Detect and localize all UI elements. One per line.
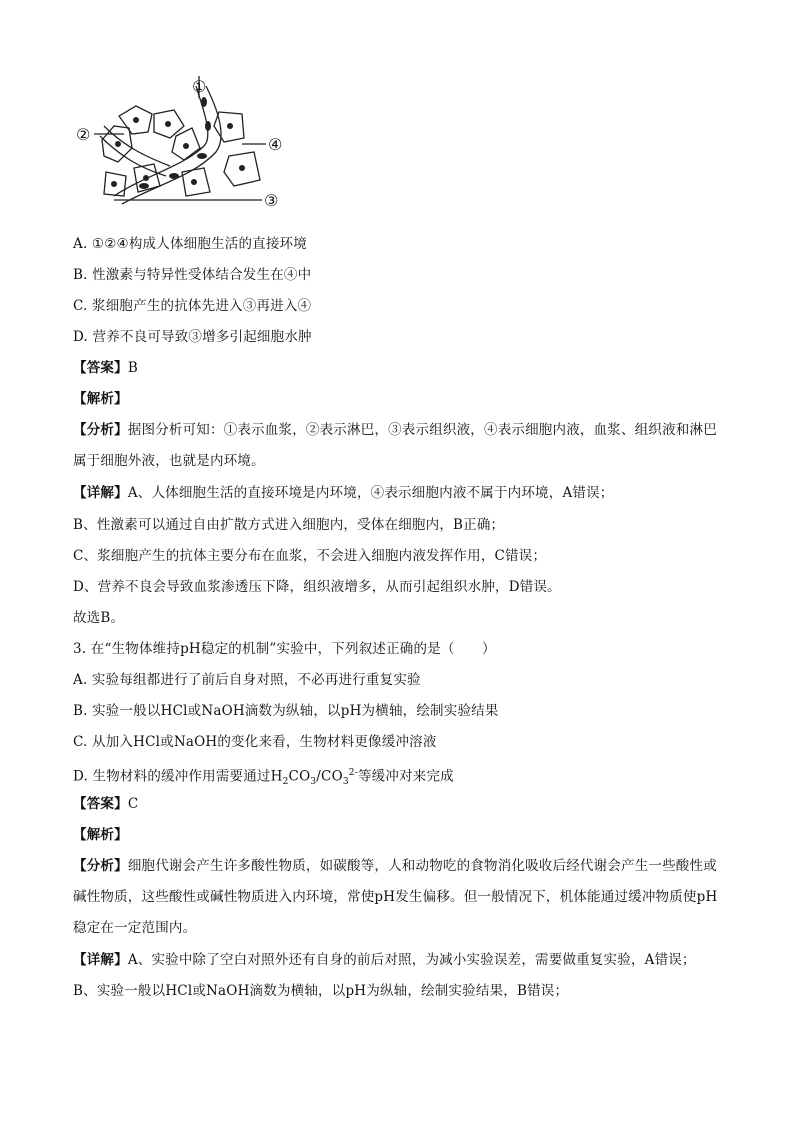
- q3-option-a: A. 实验每组都进行了前后自身对照，不必再进行重复实验: [73, 672, 421, 688]
- tissue-diagram: [74, 76, 290, 212]
- detail-text: A、实验中除了空白对照外还有自身的前后对照，为减小实验误差，需要做重复实验，A错误；: [127, 952, 696, 968]
- option-d-sub1: 2: [282, 777, 289, 788]
- detail-tag: 【详解】: [73, 485, 128, 501]
- cell-nucleus: [143, 175, 149, 181]
- answer-value: C: [127, 796, 139, 812]
- figure-label-2: ②: [76, 125, 91, 144]
- figure-label-4: ④: [268, 135, 283, 154]
- q3-answer: [73, 794, 138, 814]
- q2-option-d: D. 营养不良可导致③增多引起细胞水肿: [73, 329, 312, 345]
- q3-analysis-tag: 【解析】: [73, 827, 128, 843]
- cell-nucleus: [165, 121, 171, 127]
- figure-label-3: ③: [264, 191, 279, 210]
- blood-cell: [169, 173, 179, 179]
- q3-option-d: [73, 763, 454, 792]
- detail-tag: 【详解】: [73, 952, 128, 968]
- fenxi-text: 据图分析可知：①表示血浆，②表示淋巴，③表示组织液，④表示细胞内液，血浆、组织液和淋巴属于细胞外液，也就是内环境。: [73, 422, 717, 469]
- cell-nucleus: [239, 165, 245, 171]
- detail-text: A、人体细胞生活的直接环境是内环境，④表示细胞内液不属于内环境，A错误；: [127, 485, 614, 501]
- cell-nucleus: [111, 181, 117, 187]
- blood-cell: [201, 97, 207, 107]
- cell-nucleus: [115, 141, 121, 147]
- q2-detail-a: [73, 483, 614, 503]
- cell-nucleus: [227, 123, 233, 129]
- blood-cell: [197, 153, 207, 159]
- q3-detail-a: [73, 950, 696, 970]
- q2-detail-c: C、浆细胞产生的抗体主要分布在血浆，不会进入细胞内液发挥作用，C错误；: [73, 548, 547, 564]
- q2-detail-b: B、性激素可以通过自由扩散方式进入细胞内，受体在细胞内，B正确；: [73, 517, 505, 533]
- q2-conclusion: 故选B。: [73, 610, 125, 626]
- cell-nucleus: [133, 117, 139, 123]
- option-d-sub2: 3: [310, 777, 317, 788]
- option-d-sup: 2-: [348, 768, 358, 778]
- fenxi-tag: 【分析】: [73, 858, 128, 874]
- q3-stem: 3. 在“生物体维持pH稳定的机制”实验中，下列叙述正确的是（ ）: [73, 641, 496, 657]
- cell-nucleus: [191, 179, 197, 185]
- q2-fenxi: [73, 415, 723, 477]
- option-d-prefix: D. 生物材料的缓冲作用需要通过H: [73, 768, 283, 785]
- q2-option-b: B. 性激素与特异性受体结合发生在④中: [73, 267, 312, 283]
- q2-analysis-tag: 【解析】: [73, 391, 128, 407]
- q2-detail-d: D、营养不良会导致血浆渗透压下降，组织液增多，从而引起组织水肿，D错误。: [73, 579, 561, 595]
- q3-detail-b: B、实验一般以HCl或NaOH滴数为横轴，以pH为纵轴，绘制实验结果，B错误；: [73, 983, 569, 999]
- answer-value: B: [127, 360, 138, 376]
- cell-nucleus: [183, 143, 189, 149]
- option-d-mid: CO: [288, 768, 311, 785]
- q2-answer: [73, 358, 138, 378]
- q2-option-a: A. ①②④构成人体细胞生活的直接环境: [73, 236, 307, 252]
- q3-option-b: B. 实验一般以HCl或NaOH滴数为纵轴，以pH为横轴，绘制实验结果: [73, 703, 499, 719]
- q3-option-c: C. 从加入HCl或NaOH的变化来看，生物材料更像缓冲溶液: [73, 734, 437, 750]
- answer-tag: 【答案】: [73, 796, 128, 812]
- figure-label-1: ①: [192, 77, 207, 96]
- blood-cell: [139, 183, 149, 189]
- option-d-suffix: 等缓冲对来完成: [357, 768, 454, 785]
- fenxi-text: 细胞代谢会产生许多酸性物质，如碳酸等，人和动物吃的食物消化吸收后经代谢会产生一些酸性或碱性物质，这些酸性或碱性物质进入内环境，常使pH发生偏移。但一般情况下，机体能通过缓冲物质使pH稳定在一定范围内。: [73, 858, 718, 936]
- option-d-mid2: /CO: [316, 768, 343, 785]
- option-d-sub3: 3: [342, 777, 349, 788]
- tissue-diagram-svg: [74, 76, 290, 212]
- answer-tag: 【答案】: [73, 360, 128, 376]
- q3-fenxi: [73, 851, 723, 944]
- fenxi-tag: 【分析】: [73, 422, 128, 438]
- blood-cell: [205, 121, 211, 131]
- q2-option-c: C. 浆细胞产生的抗体先进入③再进入④: [73, 298, 312, 314]
